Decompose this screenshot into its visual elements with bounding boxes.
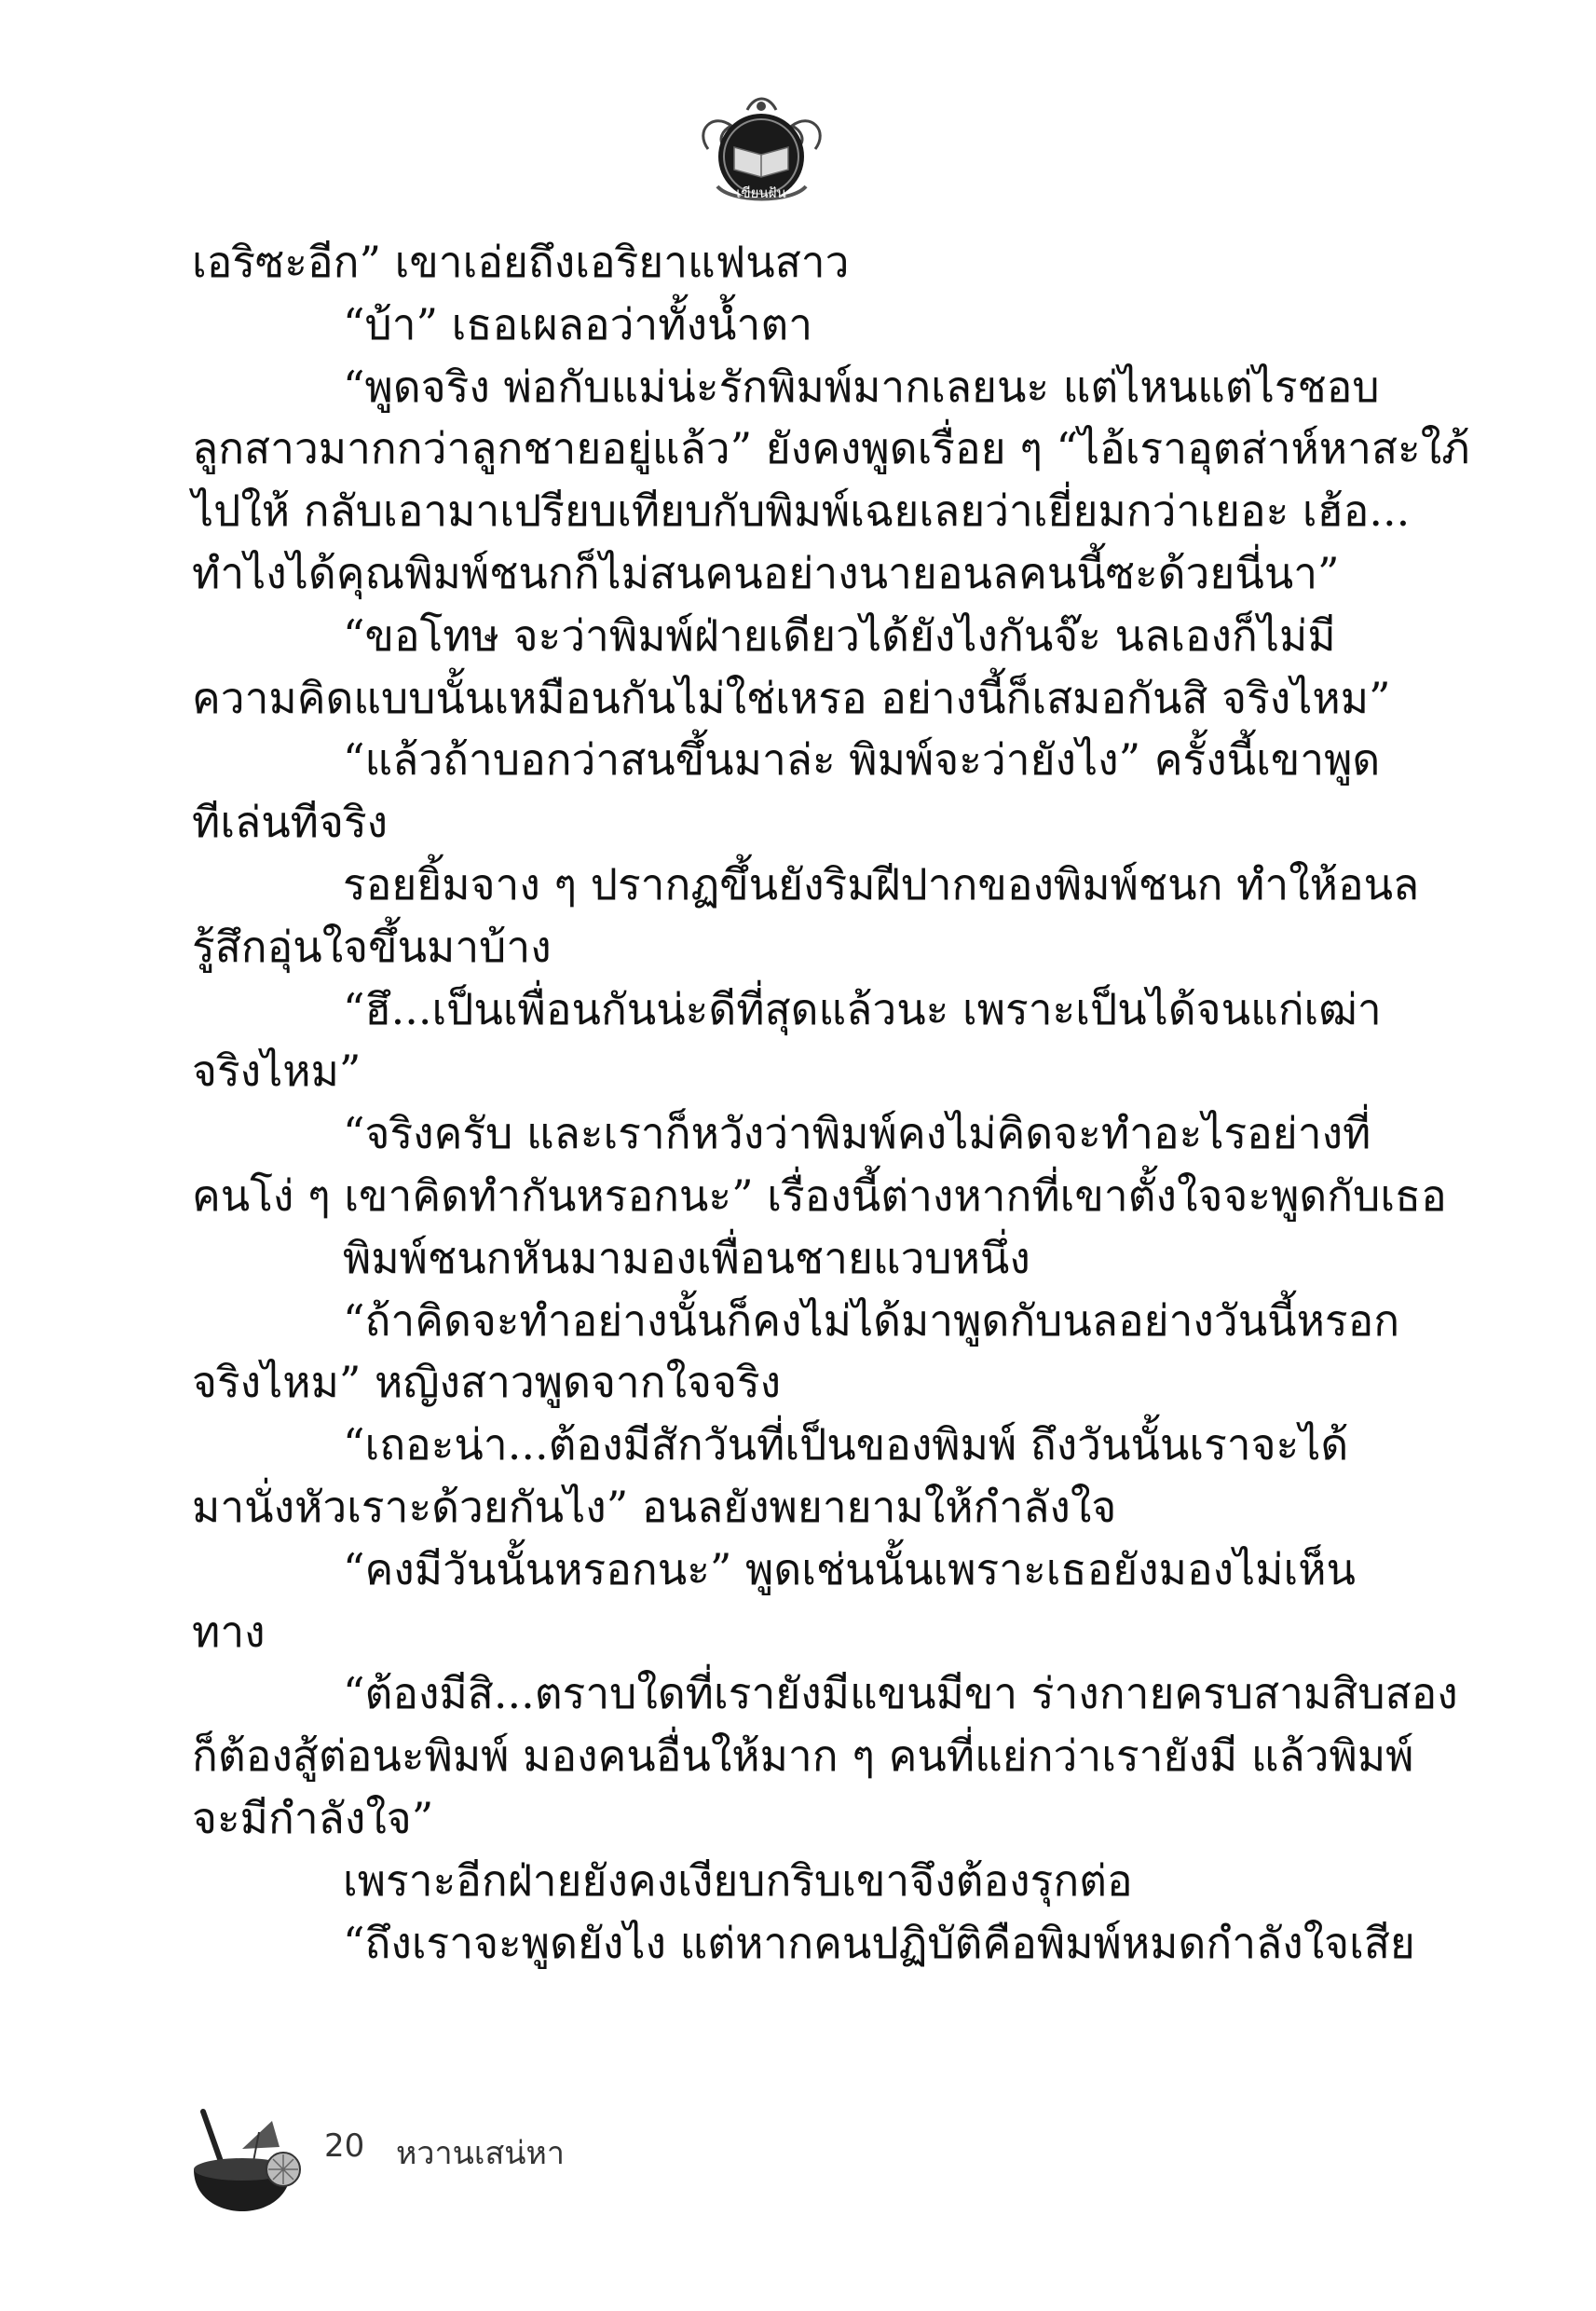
text-line: จะมีกำลังใจ”	[192, 1792, 434, 1843]
text-line: “คงมีวันนั้นหรอกนะ” พูดเช่นนั้นเพราะเธอยังมองไม่เห็น	[343, 1543, 1356, 1594]
text-line: รอยยิ้มจาง ๆ ปรากฏขึ้นยังริมฝีปากของพิมพ์ชนก ทำให้อนล	[343, 858, 1420, 909]
text-line: มานั่งหัวเราะด้วยกันไง” อนลยังพยายามให้กำลังใจ	[192, 1481, 1117, 1532]
text-line: ทาง	[192, 1606, 266, 1657]
text-line: “จริงครับ และเราก็หวังว่าพิมพ์คงไม่คิดจะทำอะไรอย่างที่	[343, 1108, 1371, 1159]
text-line: “ต้องมีสิ...ตราบใดที่เรายังมีแขนมีขา ร่างกายครบสามสิบสอง	[343, 1668, 1458, 1719]
text-line: ทำไงได้คุณพิมพ์ชนกก็ไม่สนคนอย่างนายอนลคนนี้ซะด้วยนี่นา”	[192, 547, 1340, 598]
text-line: ทีเล่นทีจริง	[192, 797, 389, 848]
text-line: รู้สึกอุ่นใจขึ้นมาบ้าง	[192, 921, 552, 972]
text-line: “แล้วถ้าบอกว่าสนขึ้นมาล่ะ พิมพ์จะว่ายังไง” ครั้งนี้เขาพูด	[343, 734, 1381, 786]
coconut-drink-icon	[186, 2104, 317, 2235]
text-line: “เถอะน่า...ต้องมีสักวันที่เป็นของพิมพ์ ถึงวันนั้นเราจะได้	[343, 1419, 1349, 1470]
page-number: 20	[324, 2127, 365, 2165]
emblem-text: เขียนฝัน	[736, 185, 786, 201]
text-line: จริงไหม”	[192, 1046, 361, 1097]
text-line: “ฮึ...เป็นเพื่อนกันน่ะดีที่สุดแล้วนะ เพราะเป็นได้จนแก่เฒ่า	[343, 983, 1382, 1034]
text-line: ก็ต้องสู้ต่อนะพิมพ์ มองคนอื่นให้มาก ๆ คนที่แย่กว่าเรายังมี แล้วพิมพ์	[192, 1730, 1414, 1782]
text-line: “ขอโทษ จะว่าพิมพ์ฝ่ายเดียวได้ยังไงกันจ๊ะ นลเองก็ไม่มี	[343, 609, 1336, 661]
body-text	[192, 231, 1470, 1974]
text-line: เอริซะอีก” เขาเอ่ยถึงเอริยาแฟนสาว	[192, 237, 850, 287]
text-line: ไปให้ กลับเอามาเปรียบเทียบกับพิมพ์เฉยเลยว่าเยี่ยมกว่าเยอะ เฮ้อ...	[192, 485, 1411, 537]
text-line: ลูกสาวมากกว่าลูกชายอยู่แล้ว” ยังคงพูดเรื่อย ๆ “ไอ้เราอุตส่าห์หาสะใภ้	[192, 423, 1470, 474]
text-line: คนโง่ ๆ เขาคิดทำกันหรอกนะ” เรื่องนี้ต่างหากที่เขาตั้งใจจะพูดกับเธอ	[192, 1169, 1447, 1221]
book-title: หวานเสน่หา	[396, 2135, 565, 2172]
text-line: “บ้า” เธอเผลอว่าทั้งน้ำตา	[343, 298, 813, 349]
text-line: ความคิดแบบนั้นเหมือนกันไม่ใช่เหรอ อย่างนี้ก็เสมอกันสิ จริงไหม”	[192, 672, 1391, 723]
ornate-book-emblem-icon	[689, 93, 834, 210]
text-line: “พูดจริง พ่อกับแม่น่ะรักพิมพ์มากเลยนะ แต่ไหนแต่ไรชอบ	[343, 361, 1380, 412]
text-line: “ถึงเราจะพูดยังไง แต่หากคนปฏิบัติคือพิมพ์หมดกำลังใจเสีย	[343, 1917, 1415, 1968]
text-line: พิมพ์ชนกหันมามองเพื่อนชายแวบหนึ่ง	[343, 1232, 1030, 1283]
text-line: เพราะอีกฝ่ายยังคงเงียบกริบเขาจึงต้องรุกต่อ	[343, 1854, 1133, 1906]
text-line: “ถ้าคิดจะทำอย่างนั้นก็คงไม่ได้มาพูดกับนลอย่างวันนี้หรอก	[343, 1294, 1400, 1346]
text-line: จริงไหม” หญิงสาวพูดจากใจจริง	[192, 1357, 782, 1408]
